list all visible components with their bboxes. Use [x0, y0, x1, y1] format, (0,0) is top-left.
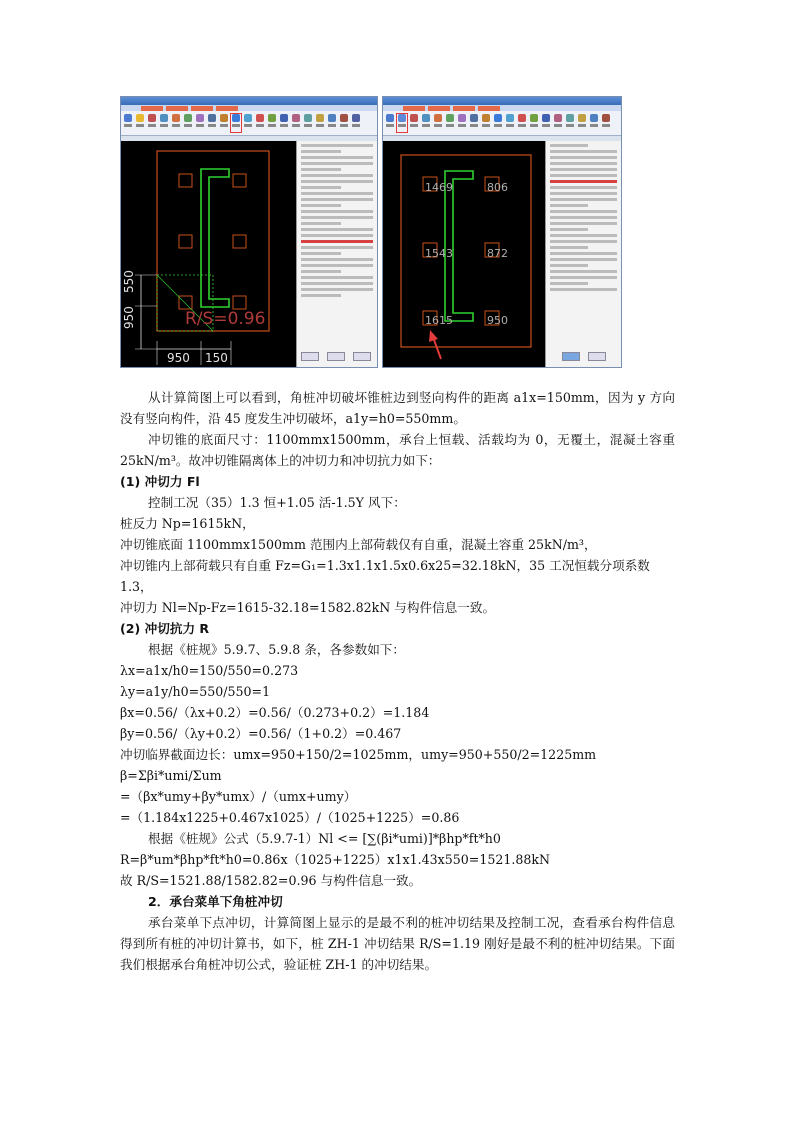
- formula-line: 根据《桩规》公式（5.9.7-1）Nl <= [∑(βi*umi)]*βhp*ft*h0: [148, 831, 501, 846]
- section-heading: (1) 冲切力 Fl: [120, 474, 200, 489]
- paragraph: 冲切锥的底面尺寸：1100mmx1500mm，承台上恒载、活载均为 0，无覆土，混凝土容重 25kN/m³。故冲切锥隔离体上的冲切力和冲切抗力如下：: [120, 432, 675, 468]
- dim-label-950-vertical: 950: [122, 306, 136, 329]
- section-heading: (2) 冲切抗力 R: [120, 621, 210, 636]
- dim-label-550: 550: [122, 270, 136, 293]
- pile: [179, 235, 192, 248]
- pile: [179, 296, 192, 309]
- arrow-icon: [429, 330, 438, 342]
- formula-line: 故 R/S=1521.88/1582.82=0.96 与构件信息一致。: [120, 873, 422, 888]
- pile: [179, 174, 192, 187]
- paragraph: 承台菜单下点冲切，计算简图上显示的是最不利的桩冲切结果及控制工况，查看承台构件信息得到所有桩的冲切计算书，如下，桩 ZH-1 冲切结果 R/S=1.19 刚好是最不利的桩冲切结果。下面我们根据承台角桩冲切公式，验证桩 ZH-1 的冲切结果。: [120, 915, 675, 972]
- panel-button-apply[interactable]: [562, 352, 580, 361]
- panel-button[interactable]: [301, 352, 319, 361]
- cad-drawing-right: [383, 141, 548, 367]
- formula-line: 冲切临界截面边长：umx=950+150/2=1025mm，umy=950+550/2=1225mm: [120, 747, 597, 762]
- formula-line: =（βx*umy+βy*umx）/（umx+umy）: [120, 789, 357, 804]
- cad-svg-right: [383, 141, 548, 368]
- pile-value-1543: 1543: [425, 247, 453, 260]
- software-screenshot-right: [382, 96, 622, 368]
- formula-line: β=Σβi*umi/Σum: [120, 768, 222, 783]
- arrow-shaft: [433, 337, 441, 359]
- formula-line: λy=a1y/h0=550/550=1: [120, 684, 271, 699]
- window-titlebar: [121, 97, 377, 105]
- ribbon-toolbar: [121, 111, 377, 136]
- cad-drawing-left: [121, 141, 299, 367]
- window-titlebar: [383, 97, 621, 105]
- pile: [233, 174, 246, 187]
- panel-button-close[interactable]: [588, 352, 606, 361]
- section-heading: 2．承台菜单下角桩冲切: [148, 894, 283, 909]
- pile-value-1615: 1615: [425, 314, 453, 327]
- formula-line: λx=a1x/h0=150/550=0.273: [120, 663, 299, 678]
- formula-line: =（1.184x1225+0.467x1025）/（1025+1225）=0.86: [120, 810, 460, 825]
- body-text: [120, 387, 675, 975]
- paragraph: 根据《桩规》5.9.7、5.9.8 条，各参数如下：: [148, 642, 405, 657]
- pile-value-950: 950: [487, 314, 508, 327]
- pile-cap-outline: [401, 155, 531, 347]
- paragraph: 桩反力 Np=1615kN，: [120, 516, 255, 531]
- panel-button[interactable]: [327, 352, 345, 361]
- paragraph: 冲切锥底面 1100mmx1500mm 范围内上部荷载仅有自重，混凝土容重 25kN/m³，: [120, 537, 597, 552]
- pile-value-806: 806: [487, 181, 508, 194]
- shear-wall-c-shape: [201, 169, 229, 307]
- cad-svg-left: [121, 141, 299, 368]
- ratio-label: R/S=0.96: [185, 309, 266, 329]
- panel-button[interactable]: [353, 352, 371, 361]
- paragraph: 冲切力 Nl=Np-Fz=1615-32.18=1582.82kN 与构件信息一致。: [120, 600, 496, 615]
- options-panel-right: [545, 141, 621, 367]
- pile-value-1469: 1469: [425, 181, 453, 194]
- paragraph: 从计算简图上可以看到，角桩冲切破坏锥桩边到竖向构件的距离 a1x=150mm，因为 y 方向没有竖向构件，沿 45 度发生冲切破坏，a1y=h0=550mm。: [120, 390, 675, 426]
- paragraph: 冲切锥内上部荷载只有自重 Fz=G₁=1.3x1.1x1.5x0.6x25=32.18kN，35 工况恒载分项系数 1.3，: [120, 558, 650, 594]
- pile: [233, 235, 246, 248]
- ribbon-toolbar: [383, 111, 621, 136]
- pile: [233, 296, 246, 309]
- pile-value-872: 872: [487, 247, 508, 260]
- formula-line: R=β*um*βhp*ft*h0=0.86x（1025+1225）x1x1.43x550=1521.88kN: [120, 852, 551, 867]
- options-panel-left: [296, 141, 377, 367]
- formula-line: βx=0.56/（λx+0.2）=0.56/（0.273+0.2）=1.184: [120, 705, 430, 720]
- dim-label-150: 150: [205, 351, 228, 365]
- software-screenshot-left: [120, 96, 378, 368]
- dim-label-950-horizontal: 950: [167, 351, 190, 365]
- paragraph: 控制工况（35）1.3 恒+1.05 活-1.5Y 风下：: [148, 495, 406, 510]
- formula-line: βy=0.56/（λy+0.2）=0.56/（1+0.2）=0.467: [120, 726, 402, 741]
